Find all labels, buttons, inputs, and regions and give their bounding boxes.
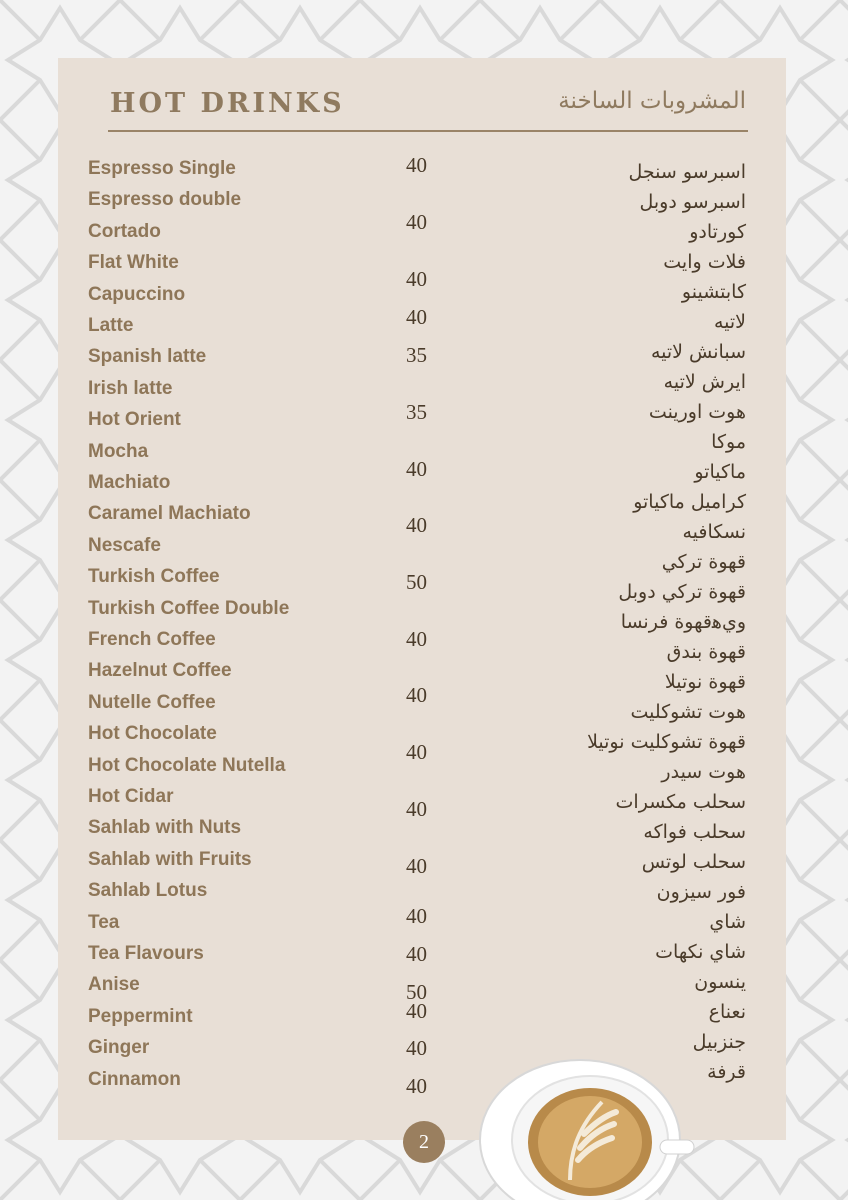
item-name-ar: كورتادو xyxy=(689,221,746,243)
item-name-en: Hazelnut Coffee xyxy=(88,660,232,682)
item-name-ar: سبانش لاتيه xyxy=(650,341,746,363)
item-name-en: Nescafe xyxy=(88,534,161,556)
item-name-en: Spanish latte xyxy=(88,346,207,368)
item-name-en: French Coffee xyxy=(88,629,216,650)
item-price: 40 xyxy=(406,1036,427,1060)
item-name-en: Cinnamon xyxy=(88,1068,181,1090)
item-price: 40 xyxy=(406,904,427,928)
item-name-ar: قرفة xyxy=(707,1061,746,1083)
item-name-en: Cortado xyxy=(88,220,161,242)
item-name-en: Flat White xyxy=(88,252,179,274)
item-price: 40 xyxy=(406,210,427,234)
item-price: 40 xyxy=(406,513,427,537)
item-name-en: Capuccino xyxy=(88,283,186,305)
item-name-ar: فور سيزون xyxy=(656,881,746,903)
item-price: 40 xyxy=(406,797,427,821)
item-name-en: Sahlab with Fruits xyxy=(88,848,252,870)
item-name-ar: ويﻫقهوة فرنسا xyxy=(620,611,746,633)
item-name-ar: قهوة تركي xyxy=(661,551,746,573)
item-price: 50 xyxy=(406,570,427,594)
item-price: 40 xyxy=(406,683,427,707)
item-name-ar: ينسون xyxy=(694,971,746,993)
title-arabic: المشروبات الساخنة xyxy=(558,88,746,114)
item-price: 40 xyxy=(406,854,427,878)
item-name-ar: جنزبيل xyxy=(692,1031,746,1053)
item-name-ar: هوت سيدر xyxy=(661,761,746,783)
item-name-ar: قهوة نوتيلا xyxy=(664,671,746,693)
item-name-en: Ginger xyxy=(88,1037,150,1059)
item-name-en: Irish latte xyxy=(88,377,173,399)
item-price: 40 xyxy=(406,1074,427,1098)
item-name-ar: شاي نكهات xyxy=(655,941,746,963)
item-price: 40 xyxy=(406,457,427,481)
item-name-en: Tea Flavours xyxy=(88,943,204,964)
item-name-en: Sahlab with Nuts xyxy=(88,817,242,839)
item-price: 40 xyxy=(406,627,427,651)
item-name-ar: سحلب مكسرات xyxy=(615,791,746,813)
item-price: 40 xyxy=(406,153,427,177)
item-name-ar: ماكياتو xyxy=(694,461,746,483)
item-name-en: Espresso double xyxy=(88,189,242,211)
item-name-en: Peppermint xyxy=(88,1005,193,1027)
coffee-cup-image xyxy=(470,1030,710,1200)
item-name-ar: نعناع xyxy=(708,1001,746,1023)
item-price: 35 xyxy=(406,343,427,367)
item-name-ar: لاتيه xyxy=(713,311,746,333)
item-price: 40 xyxy=(406,999,427,1023)
item-name-ar: ايرش لاتيه xyxy=(663,371,746,393)
title-divider xyxy=(108,130,748,132)
item-price: 40 xyxy=(406,942,427,966)
item-name-ar: كابتشينو xyxy=(681,281,746,303)
item-name-ar: فلات وايت xyxy=(663,251,746,273)
item-name-ar: قهوة بندق xyxy=(666,641,746,663)
item-name-ar: موكا xyxy=(711,431,746,453)
item-name-en: Espresso Single xyxy=(88,158,236,179)
item-name-ar: هوت تشوكليت xyxy=(630,701,746,723)
item-name-en: Hot Chocolate Nutella xyxy=(88,754,286,776)
item-name-en: Hot Chocolate xyxy=(88,723,217,745)
item-name-en: Anise xyxy=(88,974,140,996)
item-name-en: Caramel Machiato xyxy=(88,503,251,525)
item-name-ar: اسبرسو دوبل xyxy=(639,191,746,213)
item-name-en: Machiato xyxy=(88,472,171,493)
item-name-en: Sahlab Lotus xyxy=(88,880,208,902)
item-name-en: Tea xyxy=(88,911,120,933)
item-name-en: Hot Orient xyxy=(88,409,181,431)
item-name-en: Hot Cidar xyxy=(88,786,174,807)
item-name-ar: نسكافيه xyxy=(682,521,746,543)
item-price: 50 xyxy=(406,980,427,1004)
item-name-ar: كراميل ماكياتو xyxy=(633,491,746,513)
item-name-ar: هوت اورينت xyxy=(648,401,746,423)
item-price: 40 xyxy=(406,305,427,329)
item-price: 40 xyxy=(406,740,427,764)
item-name-en: Latte xyxy=(88,315,134,336)
item-price: 35 xyxy=(406,400,427,424)
item-name-ar: قهوة تركي دوبل xyxy=(618,581,746,603)
item-name-en: Nutelle Coffee xyxy=(88,691,216,713)
item-name-ar: سحلب لوتس xyxy=(641,851,746,873)
item-price: 40 xyxy=(406,267,427,291)
item-name-en: Turkish Coffee Double xyxy=(88,597,290,619)
item-name-en: Turkish Coffee xyxy=(88,566,220,588)
item-name-ar: سحلب فواكه xyxy=(643,821,746,843)
item-name-ar: اسبرسو سنجل xyxy=(628,161,746,183)
item-name-ar: قهوة تشوكليت نوتيلا xyxy=(587,731,746,753)
page-number-badge: 2 xyxy=(403,1121,445,1163)
item-name-ar: شاي xyxy=(709,911,746,933)
item-name-en: Mocha xyxy=(88,440,149,462)
title-english: HOT DRINKS xyxy=(110,88,345,119)
